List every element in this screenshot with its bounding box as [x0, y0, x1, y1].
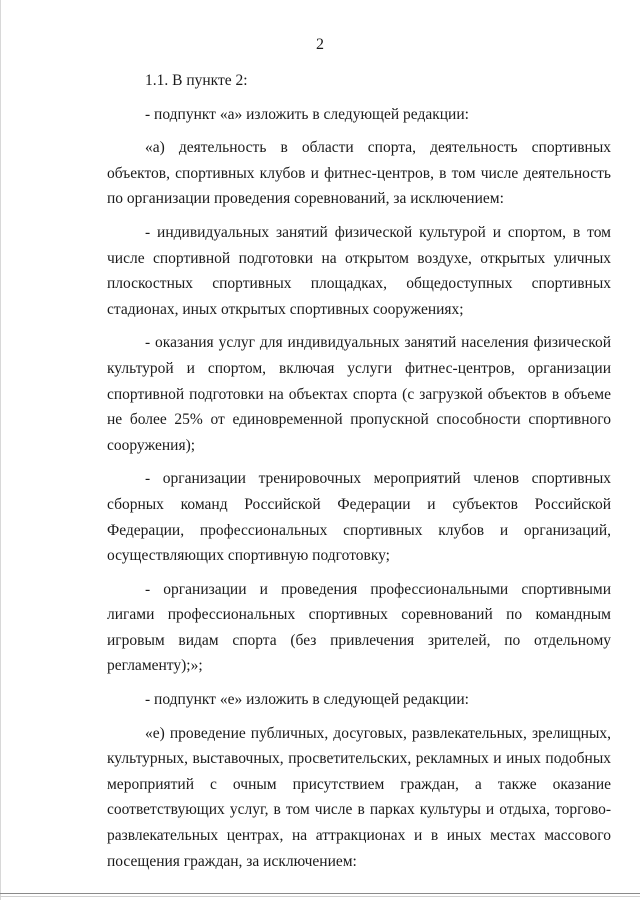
scan-margin-line — [0, 0, 1, 900]
page-number: 2 — [316, 36, 324, 53]
scan-bottom-edge-secondary — [0, 896, 640, 897]
paragraph-subclause-a-intro: - подпункт «а» изложить в следующей редакции: — [145, 105, 469, 123]
paragraph-subclause-e-text: «е) проведение публичных, досуговых, развлекательных, зрелищных, культурных, выставочных, просветительских, рекламных и иных подобных мероприятий с очным присутствием граждан, а также оказание соответствующих услуг, в том числе в парках культуры и отдыха, торгово-развлекательных центрах, на аттракционах и в иных местах массового посещения граждан, за исключением: — [107, 724, 611, 870]
document-body — [107, 68, 611, 874]
paragraph-fitness-services: - оказания услуг для индивидуальных занятий населения физической культурой и спортом, включая услуги фитнес-центров, организации спортивной подготовки на объектах спорта (с загрузкой объектов в объеме не более 25% от единовременной пропускной способности спортивного сооружения); — [107, 334, 611, 454]
paragraph-subclause-e-intro: - подпункт «е» изложить в следующей редакции: — [145, 691, 469, 709]
paragraph-professional-leagues: - организации и проведения профессиональными спортивными лигами профессиональных спортивных соревнований по командным игровым видам спорта (без привлечения зрителей, по отдельному регламенту);»; — [107, 580, 611, 675]
scan-bottom-edge — [0, 893, 640, 894]
paragraph-subclause-a-text: «а) деятельность в области спорта, деятельность спортивных объектов, спортивных клубов и фитнес-центров, в том числе деятельность по организации проведения соревнований, за исключением: — [107, 139, 611, 208]
paragraph-training-events: - организации тренировочных мероприятий членов спортивных сборных команд Российской Федерации и субъектов Российской Федерации, профессиональных спортивных клубов и организаций, осуществляющих спортивную подготовку; — [107, 470, 611, 565]
paragraph-individual-sports: - индивидуальных занятий физической культурой и спортом, в том числе спортивной подготовки на открытом воздухе, открытых уличных плоскостных спортивных площадках, общедоступных спортивных стадионах, иных открытых спортивных сооружениях; — [107, 223, 611, 318]
paragraph-clause-1-1: 1.1. В пункте 2: — [145, 72, 248, 89]
